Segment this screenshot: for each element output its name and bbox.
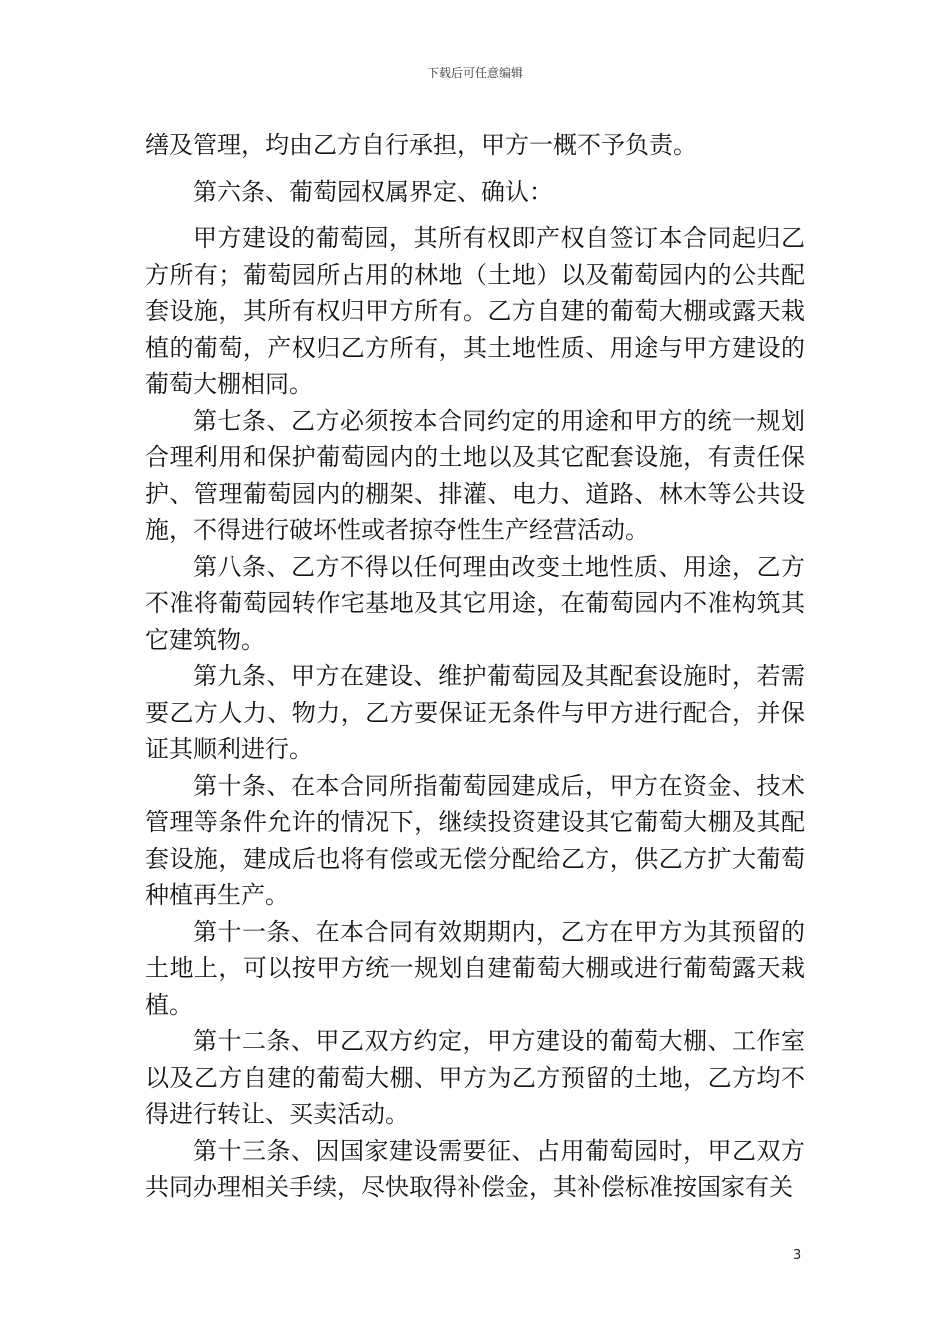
- paragraph-article-6-body: 甲方建设的葡萄园，其所有权即产权自签订本合同起归乙方所有；葡萄园所占用的林地（土地）以及葡萄园内的公共配套设施，其所有权归甲方所有。乙方自建的葡萄大棚或露天栽植的葡萄，产权归乙方所有，其土地性质、用途与甲方建设的葡萄大棚相同。: [145, 224, 805, 398]
- paragraph-article-7: 第七条、乙方必须按本合同约定的用途和甲方的统一规划合理利用和保护葡萄园内的土地以及其它配套设施，有责任保护、管理葡萄园内的棚架、排灌、电力、道路、林木等公共设施，不得进行破坏性或者掠夺性生产经营活动。: [145, 406, 805, 544]
- document-body: [145, 127, 805, 1206]
- paragraph-article-12: 第十二条、甲乙双方约定，甲方建设的葡萄大棚、工作室以及乙方自建的葡萄大棚、甲方为乙方预留的土地，乙方均不得进行转让、买卖活动。: [145, 1027, 805, 1128]
- paragraph-article-13: 第十三条、因国家建设需要征、占用葡萄园时，甲乙双方共同办理相关手续，尽快取得补偿金，其补偿标准按国家有关: [145, 1136, 805, 1201]
- paragraph-article-11: 第十一条、在本合同有效期期内，乙方在甲方为其预留的土地上，可以按甲方统一规划自建葡萄大棚或进行葡萄露天栽植。: [145, 917, 805, 1019]
- paragraph-article-6-heading: 第六条、葡萄园权属界定、确认：: [193, 177, 553, 206]
- paragraph-article-8: 第八条、乙方不得以任何理由改变土地性质、用途，乙方不准将葡萄园转作宅基地及其它用途，在葡萄园内不准构筑其它建筑物。: [145, 552, 805, 654]
- page-number: 3: [793, 1248, 802, 1263]
- page-header: 下载后可任意编辑: [426, 66, 523, 80]
- paragraph-article-10: 第十条、在本合同所指葡萄园建成后，甲方在资金、技术管理等条件允许的情况下，继续投资建设其它葡萄大棚及其配套设施，建成后也将有偿或无偿分配给乙方，供乙方扩大葡萄种植再生产。: [145, 771, 805, 909]
- paragraph-continuation: 缮及管理，均由乙方自行承担，甲方一概不予负责。: [145, 131, 697, 159]
- paragraph-article-9: 第九条、甲方在建设、维护葡萄园及其配套设施时，若需要乙方人力、物力，乙方要保证无条件与甲方进行配合，并保证其顺利进行。: [145, 662, 805, 763]
